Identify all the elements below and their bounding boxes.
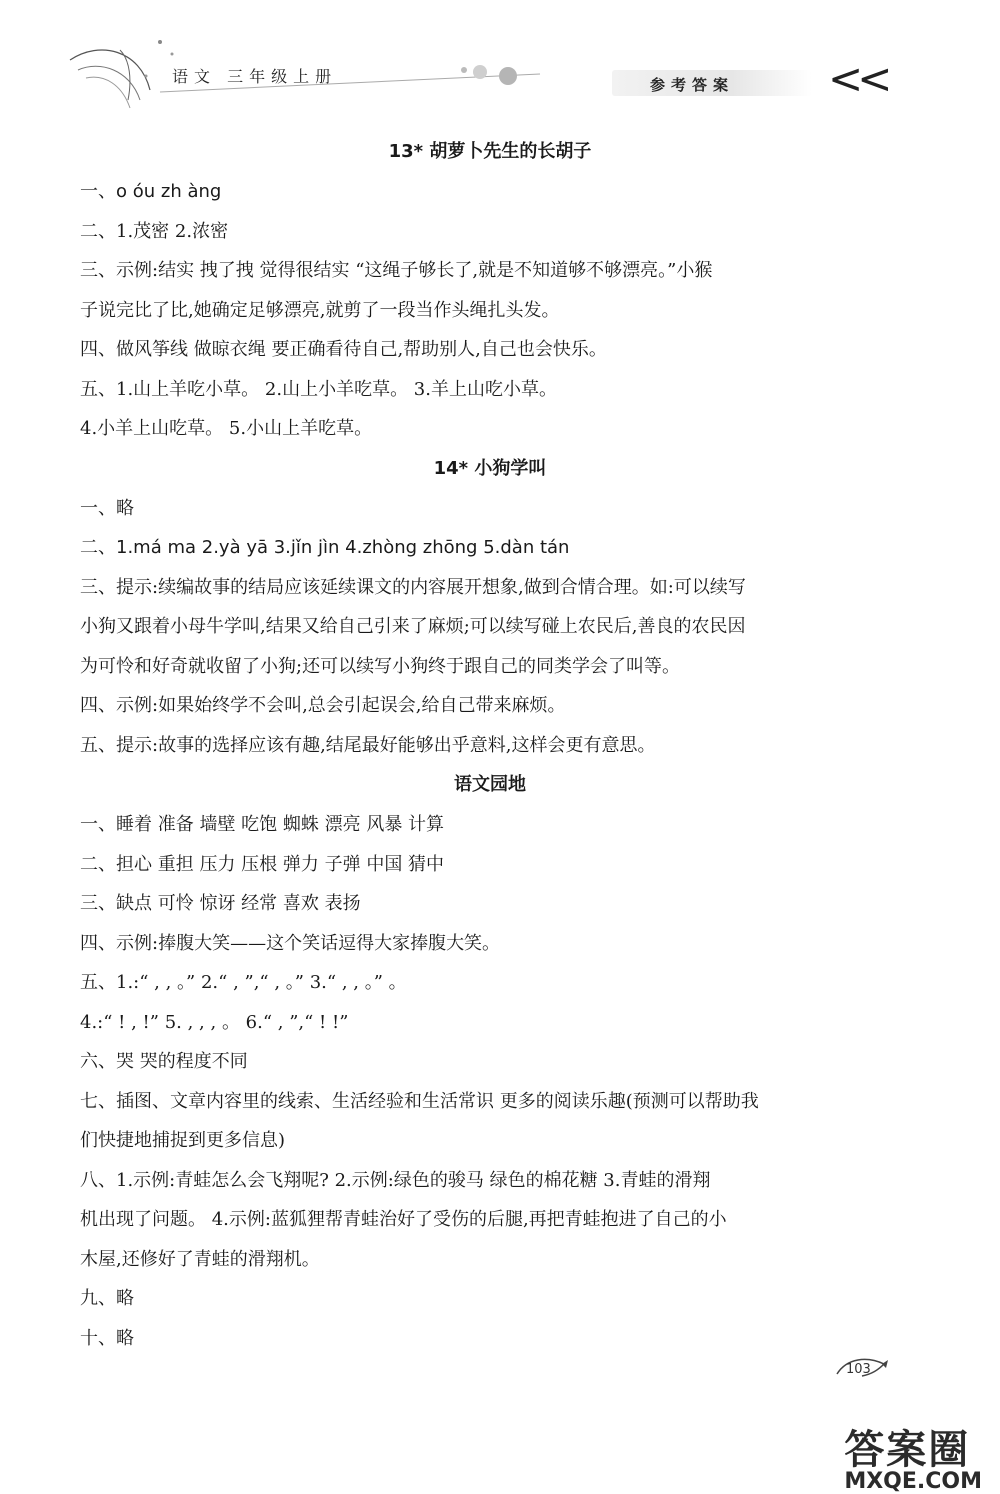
page-number: 103 xyxy=(846,1362,871,1377)
answer-line: 九、略 xyxy=(80,1288,134,1309)
watermark-logo-text: 答案圈 xyxy=(844,1427,971,1473)
answer-line: 十、略 xyxy=(80,1327,134,1349)
answer-line: 五、1.山上羊吃小草。 2.山上小羊吃草。 3.羊上山吃小草。 xyxy=(80,378,557,400)
chevrons-icon: << xyxy=(828,54,887,103)
answer-line: 机出现了问题。 4.示例:蓝狐狸帮青蛙治好了受伤的后腿,再把青蛙抱进了自己的小 xyxy=(80,1209,727,1230)
answer-line: 七、插图、文章内容里的线索、生活经验和生活常识 更多的阅读乐趣(预测可以帮助我 xyxy=(80,1090,759,1112)
answer-line: 木屋,还修好了青蛙的滑翔机。 xyxy=(80,1248,320,1270)
answer-line: 三、缺点 可怜 惊讶 经常 喜欢 表扬 xyxy=(80,893,361,914)
watermark xyxy=(844,1418,982,1494)
answer-line: 二、1.茂密 2.浓密 xyxy=(80,220,229,242)
section-title: 13* 胡萝卜先生的长胡子 xyxy=(388,141,592,162)
answer-line: 五、1.:“ , , 。” 2.“ , ”,“ , 。” 3.“ , , 。” 。 xyxy=(80,972,407,993)
answer-line: 一、睡着 准备 墙壁 吃饱 蜘蛛 漂亮 风暴 计算 xyxy=(80,814,445,835)
answer-line: 四、示例:捧腹大笑——这个笑话逗得大家捧腹大笑。 xyxy=(80,932,501,954)
section-title: 语文园地 xyxy=(454,774,526,795)
answer-line: 六、哭 哭的程度不同 xyxy=(80,1051,248,1072)
answer-content xyxy=(80,132,900,1358)
answer-line: 三、提示:续编故事的结局应该延续课文的内容展开想象,做到合情合理。如:可以续写 xyxy=(80,576,746,598)
answer-line: 二、担心 重担 压力 压根 弹力 子弹 中国 猜中 xyxy=(80,853,445,875)
header-answers-label: 参考答案 xyxy=(650,76,735,94)
answer-line: 4.:“ ! , !” 5. , , , 。 6.“ , ”,“ ! !” xyxy=(80,1011,349,1033)
answer-line: 一、略 xyxy=(80,497,134,519)
answer-line: 们快捷地捕捉到更多信息) xyxy=(80,1130,286,1151)
answer-line: 4.小羊上山吃草。 5.小山上羊吃草。 xyxy=(80,418,373,439)
section-title: 14* 小狗学叫 xyxy=(433,457,547,479)
answer-line: 为可怜和好奇就收留了小狗;还可以续写小狗终于跟自己的同类学会了叫等。 xyxy=(80,655,681,677)
answer-line: 三、示例:结实 拽了拽 觉得很结实 “这绳子够长了,就是不知道够不够漂亮。”小猴 xyxy=(80,260,713,281)
answer-line: 二、1.má ma 2.yà yā 3.jǐn jìn 4.zhòng zhōng 5.dàn tán xyxy=(80,537,570,558)
answer-line: 四、示例:如果始终学不会叫,总会引起误会,给自己带来麻烦。 xyxy=(80,695,566,716)
watermark-url: MXQE.COM xyxy=(844,1469,982,1494)
header-subject: 语文 三年级上册 xyxy=(172,67,338,86)
answer-line: 八、1.示例:青蛙怎么会飞翔呢? 2.示例:绿色的骏马 绿色的棉花糖 3.青蛙的滑翔 xyxy=(80,1169,711,1191)
answer-line: 小狗又跟着小母牛学叫,结果又给自己引来了麻烦;可以续写碰上农民后,善良的农民因 xyxy=(80,616,746,637)
answer-line: 子说完比了比,她确定足够漂亮,就剪了一段当作头绳扎头发。 xyxy=(80,299,560,321)
answer-line: 四、做风筝线 做晾衣绳 要正确看待自己,帮助别人,自己也会快乐。 xyxy=(80,339,607,360)
answer-line: 一、o óu zh àng xyxy=(80,181,222,202)
page-header xyxy=(0,0,1000,120)
answer-line: 五、提示:故事的选择应该有趣,结尾最好能够出乎意料,这样会更有意思。 xyxy=(80,734,656,756)
